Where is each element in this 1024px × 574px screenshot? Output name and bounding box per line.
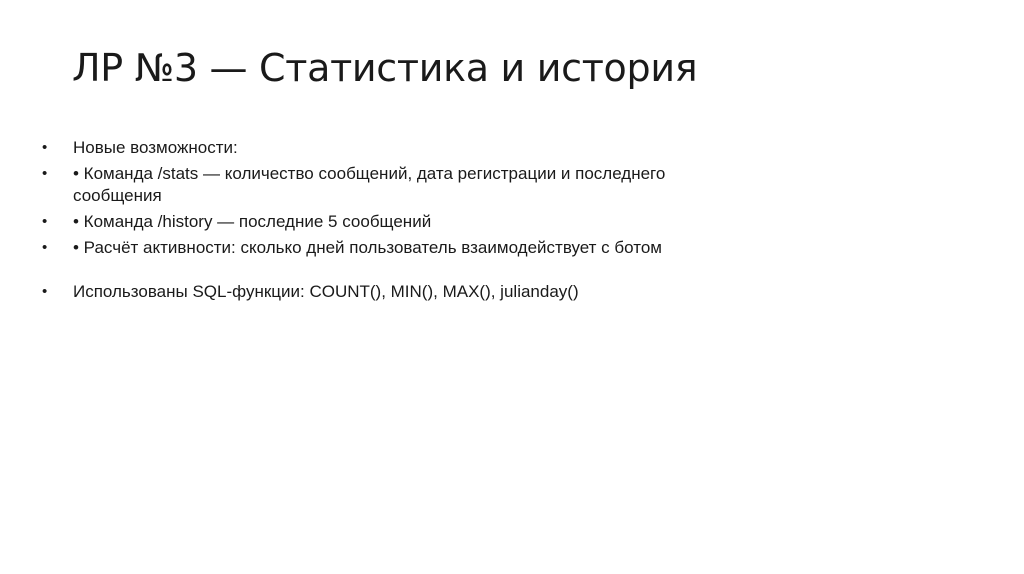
bullet-item [40,137,700,159]
bullet-marker: • [42,213,48,230]
bullet-text: • Команда /history — последние 5 сообщений [73,212,432,231]
bullet-text: Новые возможности: [73,138,238,157]
bullet-text: • Команда /stats — количество сообщений, дата регистрации и последнего сообщения [73,164,666,205]
bullet-marker: • [42,283,48,300]
bullet-item [40,237,700,259]
bullet-item [40,211,700,233]
bullet-text: • Расчёт активности: сколько дней пользователь взаимодействует с ботом [73,238,662,257]
bullet-text: Использованы SQL-функции: COUNT(), MIN(), MAX(), julianday() [73,282,579,301]
bullet-marker: • [42,239,48,256]
bullet-item [40,281,700,303]
bullet-marker: • [42,165,48,182]
slide-title: ЛР №3 — Статистика и история [72,46,698,90]
bullet-item [40,163,700,207]
bullet-marker: • [42,139,48,156]
bullet-list [40,137,700,307]
